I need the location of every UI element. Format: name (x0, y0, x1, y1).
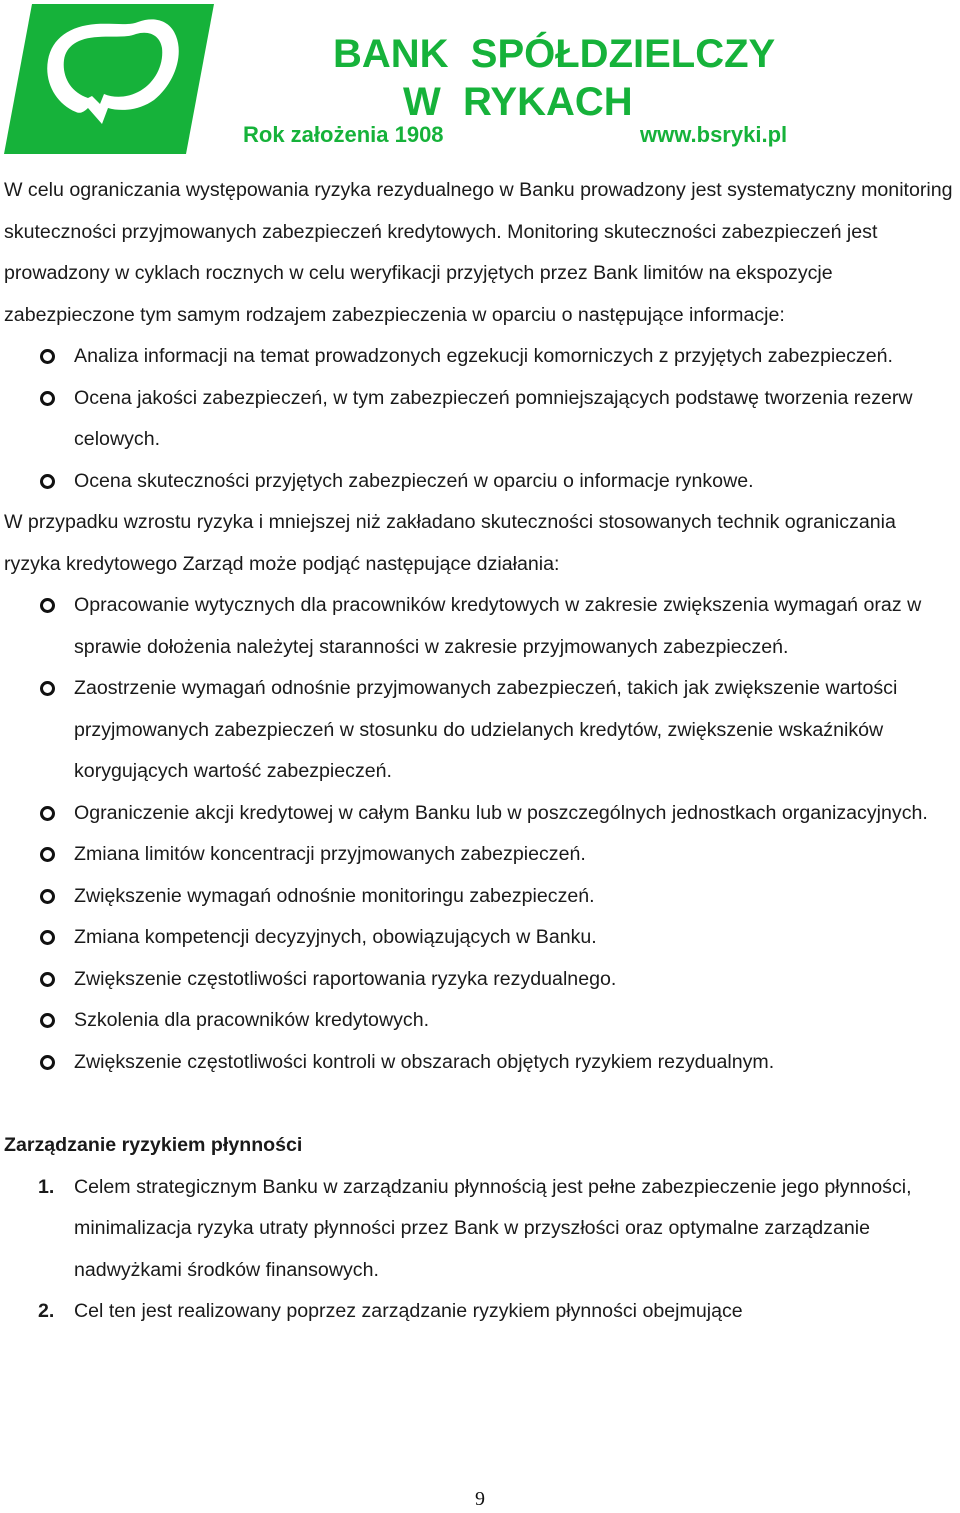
list-item-text: Zwiększenie częstotliwości kontroli w obszarach objętych ryzykiem rezydualnym. (74, 1050, 775, 1073)
list-item (4, 1042, 956, 1084)
bank-logo (4, 4, 214, 154)
list-item-text: Opracowanie wytycznych dla pracowników kredytowych w zakresie zwiększenia wymagań oraz w sprawie dołożenia należytej staranności w zakresie przyjmowanych zabezpieczeń. (74, 594, 922, 658)
list-item-text: Zmiana kompetencji decyzyjnych, obowiązujących w Banku. (74, 926, 597, 948)
numbered-item (4, 1291, 956, 1333)
list-item-text: Ocena skuteczności przyjętych zabezpieczeń w oparciu o informacje rynkowe. (74, 469, 754, 492)
circle-bullet-icon (40, 1013, 55, 1028)
list-item (4, 834, 956, 876)
list-item (4, 793, 956, 835)
liquidity-numbered-list (4, 1167, 956, 1333)
section-heading: Zarządzanie ryzykiem płynności (4, 1134, 303, 1156)
list-item (4, 461, 956, 503)
actions-intro-paragraph: W przypadku wzrostu ryzyka i mniejszej niż zakładano skuteczności stosowanych technik ograniczania ryzyka kredytowego Zarząd może podjąć następujące działania: (4, 511, 896, 575)
list-item (4, 668, 956, 793)
list-item (4, 336, 956, 378)
numbered-item-text: Celem strategicznym Banku w zarządzaniu płynnością jest pełne zabezpieczenie jego płynności, minimalizacja ryzyka utraty płynności przez Bank w przyszłości oraz optymalne zarządzanie nadwyżkami środków finansowych. (74, 1175, 912, 1281)
list-item-text: Ocena jakości zabezpieczeń, w tym zabezpieczeń pomniejszających podstawę tworzenia rezerw celowych. (74, 386, 913, 450)
numbered-item (4, 1167, 956, 1292)
list-item (4, 959, 956, 1001)
item-number: 1. (38, 1175, 55, 1198)
circle-bullet-icon (40, 391, 55, 406)
circle-bullet-icon (40, 349, 55, 364)
page-header (0, 0, 960, 160)
item-number: 2. (38, 1300, 55, 1322)
circle-bullet-icon (40, 889, 55, 904)
document-body (4, 170, 956, 1333)
page-number: 9 (475, 1488, 485, 1510)
list-item-text: Zwiększenie częstotliwości raportowania ryzyka rezydualnego. (74, 967, 617, 990)
bank-name-line1: BANK SPÓŁDZIELCZY (333, 32, 776, 76)
list-item (4, 585, 956, 668)
list-item-text: Szkolenia dla pracowników kredytowych. (74, 1009, 430, 1031)
circle-bullet-icon (40, 806, 55, 821)
circle-bullet-icon (40, 930, 55, 945)
circle-bullet-icon (40, 474, 55, 489)
bank-name (333, 30, 775, 126)
circle-bullet-icon (40, 681, 55, 696)
actions-list (4, 585, 956, 1083)
website-link[interactable]: www.bsryki.pl (640, 122, 788, 147)
circle-bullet-icon (40, 972, 55, 987)
list-item (4, 378, 956, 461)
list-item-text: Zwiększenie wymagań odnośnie monitoringu zabezpieczeń. (74, 884, 595, 907)
list-item (4, 917, 956, 959)
circle-bullet-icon (40, 1055, 55, 1070)
list-item-text: Zaostrzenie wymagań odnośnie przyjmowanych zabezpieczeń, takich jak zwiększenie wartości przyjmowanych zabezpieczeń w stosunku do udzielanych kredytów, zwiększenie wskaźników korygujących wartość zabezpieczeń. (74, 677, 898, 782)
list-item-text: Zmiana limitów koncentracji przyjmowanych zabezpieczeń. (74, 843, 586, 865)
bank-name-line2: W RYKACH (403, 80, 633, 124)
spacer (4, 1083, 956, 1125)
circle-bullet-icon (40, 847, 55, 862)
monitoring-list (4, 336, 956, 502)
founded-year: Rok założenia 1908 (243, 122, 444, 147)
list-item (4, 876, 956, 918)
list-item-text: Analiza informacji na temat prowadzonych egzekucji komorniczych z przyjętych zabezpieczeń. (74, 345, 893, 367)
list-item (4, 1000, 956, 1042)
list-item-text: Ograniczenie akcji kredytowej w całym Banku lub w poszczególnych jednostkach organizacyjnych. (74, 801, 928, 824)
circle-bullet-icon (40, 598, 55, 613)
intro-paragraph: W celu ograniczania występowania ryzyka rezydualnego w Banku prowadzony jest systematyczny monitoring skuteczności przyjmowanych zabezpieczeń kredytowych. Monitoring skuteczności zabezpieczeń jest prowadzony w cyklach rocznych w celu weryfikacji przyjętych przez Bank limitów na ekspozycje zabezpieczone tym samym rodzajem zabezpieczenia w oparciu o następujące informacje: (4, 179, 953, 326)
numbered-item-text: Cel ten jest realizowany poprzez zarządzanie ryzykiem płynności obejmujące (74, 1300, 743, 1322)
